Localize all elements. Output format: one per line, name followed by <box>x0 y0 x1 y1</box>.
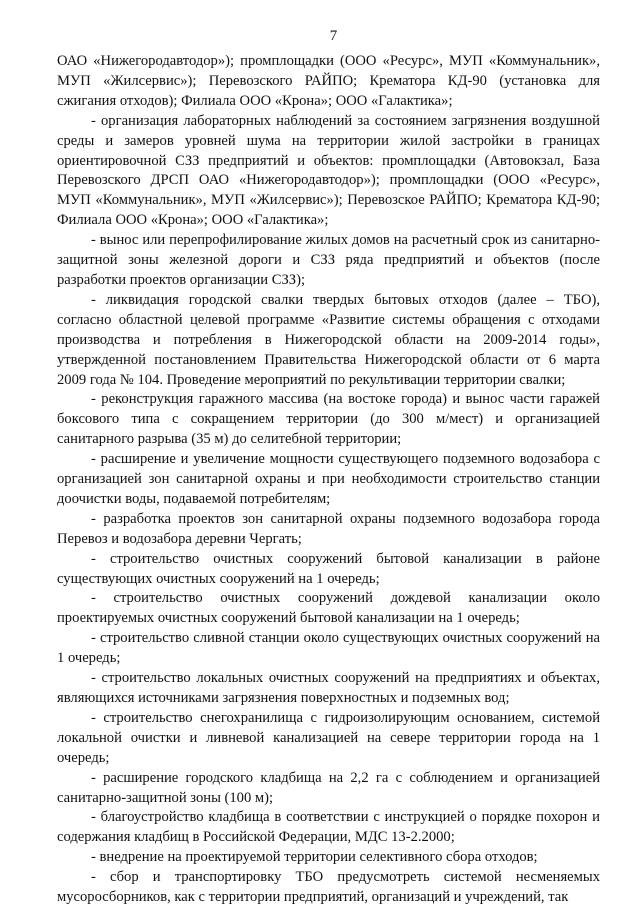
paragraph: - разработка проектов зон санитарной охраны подземного водозабора города Перевоз и водозабора деревни Чергать; <box>57 510 600 547</box>
paragraph: - расширение и увеличение мощности существующего подземного водозабора с организацией зон санитарной охраны и при необходимости строительство станции доочистки воды, подаваемой потребителям; <box>57 451 600 507</box>
paragraph: ОАО «Нижегородавтодор»); промплощадки (ООО «Ресурс», МУП «Коммунальник», МУП «Жилсервис»); Перевозского РАЙПО; Крематора КД-90 (установка для сжигания отходов); Филиала ООО «Крона»; ООО «Галактика»; <box>57 53 600 109</box>
document-body <box>57 52 600 908</box>
paragraph: - благоустройство кладбища в соответствии с инструкцией о порядке похорон и содержания кладбищ в Российской Федерации, МДС 13-2.2000; <box>57 809 600 846</box>
paragraph: - расширение городского кладбища на 2,2 га с соблюдением и организацией санитарно-защитной зоны (100 м); <box>57 769 600 806</box>
paragraph: - сбор и транспортировку ТБО предусмотреть системой несменяемых мусоросборников, как с территории предприятий, организаций и учреждений, так <box>57 869 600 906</box>
paragraph: - строительство снегохранилища с гидроизолирующим основанием, системой локальной очистки и ливневой канализацией на севере территории города на 1 очередь; <box>57 709 600 766</box>
paragraph: - строительство сливной станции около существующих очистных сооружений на 1 очередь; <box>57 630 600 667</box>
paragraph: - вынос или перепрофилирование жилых домов на расчетный срок из санитарно-защитной зоны железной дороги и СЗЗ ряда предприятий и объектов (после разработки проектов организации СЗЗ); <box>57 232 600 288</box>
paragraph: - организация лабораторных наблюдений за состоянием загрязнения воздушной среды и замеров уровней шума на территории жилой застройки в границах ориентировочной СЗЗ предприятий и объектов: промплощадки (Автовокзал, База Перевозского ДРСП ОАО «Нижегородавтодор»); промплощадки (ООО «Ресурс», МУП «Коммунальник», МУП «Жилсервис»); Перевозское РАЙПО; Крематора КД-90; Филиала ООО «Крона»; ООО «Галактика»; <box>57 112 600 229</box>
paragraph: - внедрение на проектируемой территории селективного сбора отходов; <box>91 849 538 866</box>
page-number: 7 <box>329 28 338 44</box>
paragraph: - реконструкция гаражного массива (на востоке города) и вынос части гаражей боксового типа с сокращением территории (до 300 м/мест) и организацией санитарного разрыва (35 м) до селитебной территории; <box>57 391 600 448</box>
paragraph: - строительство локальных очистных сооружений на предприятиях и объектах, являющихся источниками загрязнения поверхностных и подземных вод; <box>57 670 600 706</box>
paragraph: - ликвидация городской свалки твердых бытовых отходов (далее – ТБО), согласно областной целевой программе «Развитие системы обращения с отходами производства и потребления в Нижегородской области на 2009-2014 годы», утвержденной постановлением Правительства Нижегородской области от 6 марта 2009 года № 104. Проведение мероприятий по рекультивации территории свалки; <box>57 291 600 388</box>
paragraph: - строительство очистных сооружений бытовой канализации в районе существующих очистных сооружений на 1 очередь; <box>57 550 600 587</box>
paragraph: - строительство очистных сооружений дождевой канализации около проектируемых очистных сооружений бытовой канализации на 1 очередь; <box>57 590 600 627</box>
